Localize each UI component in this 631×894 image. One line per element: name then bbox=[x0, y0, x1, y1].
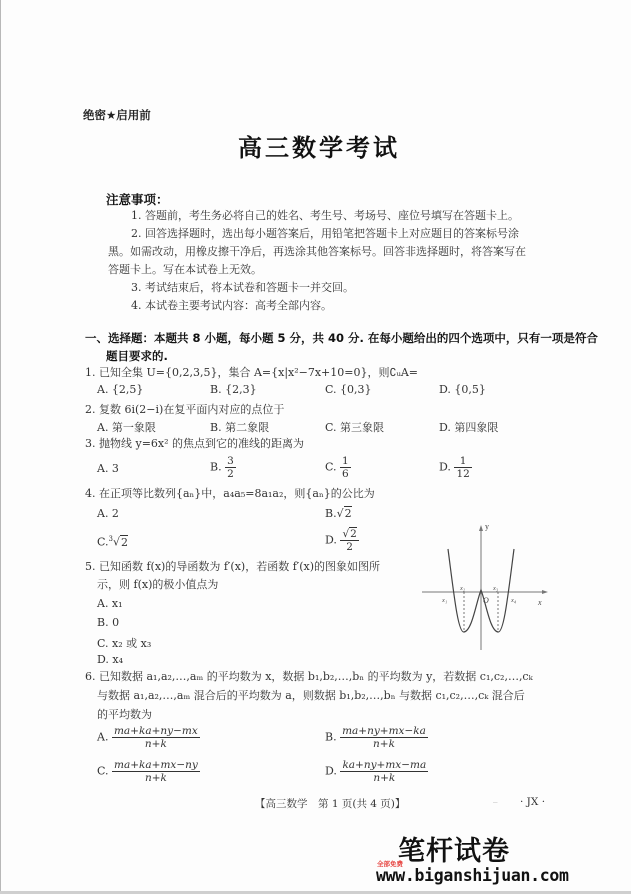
option-label: D. bbox=[325, 764, 337, 778]
q2-option-a: A. 第一象限 bbox=[97, 421, 156, 434]
watermark-title: 笔杆试卷 bbox=[398, 836, 510, 867]
q3-option-d bbox=[439, 455, 472, 480]
section-heading: 题目要求的. bbox=[106, 349, 168, 363]
q1-option-d: D. {0,5} bbox=[439, 383, 486, 396]
q5-option-d: D. x₄ bbox=[97, 653, 124, 666]
fraction: $\frac{ma+ka+ny-mx}{n+k}$ bbox=[113, 725, 198, 750]
option-label: C. bbox=[325, 460, 337, 474]
svg-text:x₃: x₃ bbox=[493, 585, 499, 592]
svg-text:x₁: x₁ bbox=[442, 597, 448, 604]
fraction: $\frac{√2}{2}$ bbox=[342, 528, 357, 553]
section-heading: 一、选择题：本题共 8 小题，每小题 5 分，共 40 分. 在每小题给出的四个选项中，只有一项是符合 bbox=[85, 331, 598, 345]
q1-option-c: C. {0,3} bbox=[325, 383, 372, 396]
q6-option-a bbox=[97, 725, 200, 750]
watermark-url[interactable]: www.biganshijuan.com bbox=[376, 866, 569, 885]
derivative-graph-figure bbox=[420, 515, 560, 650]
q5-option-b: B. 0 bbox=[97, 616, 120, 629]
fraction: $\frac{3}{2}$ bbox=[227, 455, 234, 480]
option-label: B. bbox=[325, 507, 337, 520]
q3-option-a: A. 3 bbox=[97, 462, 119, 475]
fraction: $\frac{ma+ka+mx-ny}{n+k}$ bbox=[114, 759, 198, 784]
q5-option-a: A. x₁ bbox=[97, 597, 123, 610]
q4-option-b: B.√2 bbox=[325, 507, 352, 520]
notice-item: 黑。如需改动，用橡皮擦干净后，再选涂其他答案标号。回答非选择题时，将答案写在 bbox=[108, 245, 526, 258]
page-footer: 【高三数学 第 1 页(共 4 页)】 bbox=[255, 798, 406, 810]
notice-item: 2. 回答选择题时，选出每小题答案后，用铅笔把答题卡上对应题目的答案标号涂 bbox=[131, 227, 519, 240]
page-border bbox=[0, 0, 1, 894]
svg-text:x₂: x₂ bbox=[460, 585, 466, 592]
question-6-stem: 与数据 a₁,a₂,…,aₘ 混合后的平均数为 a，则数据 b₁,b₂,…,bₙ 与数据 c₁,c₂,…,cₖ 混合后 bbox=[97, 689, 525, 702]
footer-mark: _ bbox=[493, 793, 498, 803]
q1-option-b: B. {2,3} bbox=[210, 383, 257, 396]
svg-text:x₄: x₄ bbox=[511, 597, 517, 604]
option-label: C. bbox=[97, 764, 109, 778]
question-2-stem: 2. 复数 6i(2−i)在复平面内对应的点位于 bbox=[85, 403, 285, 416]
page-title: 高三数学考试 bbox=[238, 134, 400, 162]
notice-item: 4. 本试卷主要考试内容：高考全部内容。 bbox=[131, 299, 332, 312]
q3-option-c bbox=[325, 455, 351, 480]
notice-item: 1. 答题前，考生务必将自己的姓名、考生号、考场号、座位号填写在答题卡上。 bbox=[131, 209, 519, 222]
q1-option-a: A. {2,5} bbox=[97, 383, 144, 396]
question-3-stem: 3. 抛物线 y=6x² 的焦点到它的准线的距离为 bbox=[85, 437, 305, 450]
origin-label: O bbox=[483, 596, 489, 605]
question-5-stem: 5. 已知函数 f(x)的导函数为 f′(x)，若函数 f′(x)的图象如图所 bbox=[85, 560, 381, 573]
q4-option-a: A. 2 bbox=[97, 507, 119, 520]
q6-option-d bbox=[325, 759, 428, 784]
option-label: B. bbox=[210, 460, 222, 474]
q5-option-c: C. x₂ 或 x₃ bbox=[97, 637, 152, 650]
footer-code: · JX · bbox=[520, 796, 546, 808]
q6-option-b bbox=[325, 725, 428, 750]
watermark-tag: 全部免费 bbox=[377, 860, 403, 868]
fraction: $\frac{1}{12}$ bbox=[456, 455, 470, 480]
fraction: $\frac{1}{6}$ bbox=[342, 455, 349, 480]
option-label: D. bbox=[439, 460, 451, 474]
confidential-label: 绝密★启用前 bbox=[83, 108, 151, 122]
notice-item: 3. 考试结束后，将本试卷和答题卡一并交回。 bbox=[131, 281, 354, 294]
notice-heading: 注意事项： bbox=[106, 192, 169, 207]
question-6-stem: 的平均数为 bbox=[97, 708, 152, 721]
q2-option-d: D. 第四象限 bbox=[439, 421, 499, 434]
question-1-stem: 1. 已知全集 U={0,2,3,5}，集合 A={x|x²−7x+10=0}，则∁ᵤA= bbox=[85, 366, 419, 379]
x-axis-label: x bbox=[538, 598, 542, 607]
q3-option-b bbox=[210, 455, 236, 480]
option-label: B. bbox=[325, 730, 337, 744]
q4-option-d bbox=[325, 528, 359, 553]
fraction: $\frac{ma+ny+mx-ka}{n+k}$ bbox=[342, 725, 426, 750]
q2-option-b: B. 第二象限 bbox=[210, 421, 270, 434]
fraction: $\frac{ka+ny+mx-ma}{n+k}$ bbox=[342, 759, 427, 784]
question-5-stem: 示，则 f(x)的极小值点为 bbox=[97, 578, 219, 591]
q4-option-c: C.$^3$√2 bbox=[97, 535, 129, 549]
q6-option-c bbox=[97, 759, 200, 784]
question-4-stem: 4. 在正项等比数列{aₙ}中，a₄a₅=8a₁a₂，则{aₙ}的公比为 bbox=[85, 487, 375, 500]
question-6-stem: 6. 已知数据 a₁,a₂,…,aₘ 的平均数为 x，数据 b₁,b₂,…,bₙ 的平均数为 y，若数据 c₁,c₂,…,cₖ bbox=[85, 670, 533, 683]
option-label: D. bbox=[325, 533, 337, 547]
q2-option-c: C. 第三象限 bbox=[325, 421, 385, 434]
option-label: A. bbox=[97, 730, 109, 744]
option-label: C. bbox=[97, 535, 109, 549]
y-axis-label: y bbox=[485, 522, 489, 531]
notice-item: 答题卡上。写在本试卷上无效。 bbox=[108, 263, 262, 276]
